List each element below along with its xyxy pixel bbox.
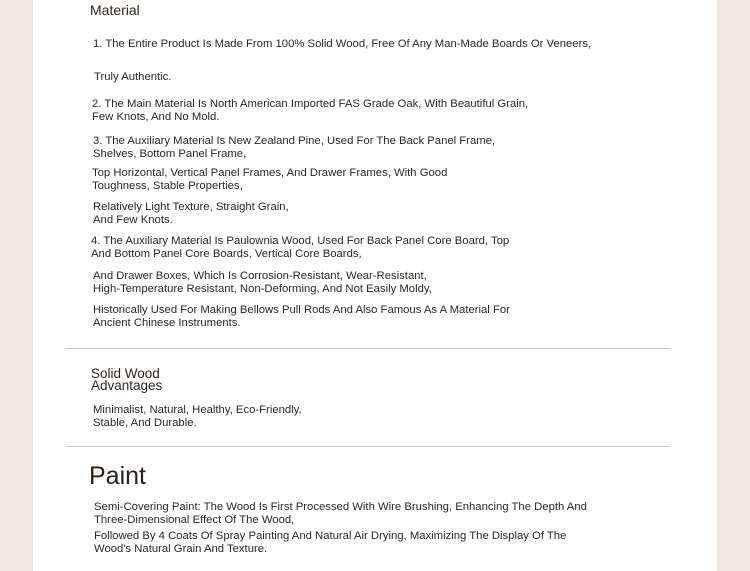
- section-divider: [66, 348, 670, 349]
- material-paragraph-1-cont: Truly Authentic.: [94, 71, 172, 83]
- material-paragraph-3-line2: Shelves, Bottom Panel Frame,: [93, 148, 247, 160]
- material-paragraph-4-line1: 4. The Auxiliary Material Is Paulownia Wood, Used For Back Panel Core Board, Top: [91, 235, 510, 247]
- solid-wood-heading-line1: Solid Wood: [91, 366, 160, 381]
- solid-wood-text-line1: Minimalist, Natural, Healthy, Eco-Friendly,: [93, 404, 302, 416]
- paint-text-line4: Wood's Natural Grain And Texture.: [94, 543, 268, 555]
- solid-wood-text-line2: Stable, And Durable.: [93, 417, 197, 429]
- paint-text-line1: Semi-Covering Paint: The Wood Is First Processed With Wire Brushing, Enhancing The Depth And: [94, 501, 587, 513]
- material-paragraph-4-line5: Historically Used For Making Bellows Pull Rods And Also Famous As A Material For: [93, 304, 510, 316]
- paint-text-line2: Three-Dimensional Effect Of The Wood,: [94, 514, 295, 526]
- content-panel: [33, 0, 717, 571]
- material-paragraph-3-line3: Top Horizontal, Vertical Panel Frames, And Drawer Frames, With Good: [92, 167, 448, 179]
- section-divider: [66, 446, 670, 447]
- material-paragraph-2-line2: Few Knots, And No Mold.: [92, 111, 220, 123]
- material-paragraph-3-line6: And Few Knots.: [93, 214, 173, 226]
- paint-heading: Paint: [89, 462, 146, 490]
- material-paragraph-3-line4: Toughness, Stable Properties,: [92, 180, 243, 192]
- material-paragraph-3-line5: Relatively Light Texture, Straight Grain,: [93, 201, 289, 213]
- solid-wood-heading-line2: Advantages: [91, 378, 163, 393]
- paint-text-line3: Followed By 4 Coats Of Spray Painting And Natural Air Drying, Maximizing The Display Of The: [94, 530, 567, 542]
- material-paragraph-1: 1. The Entire Product Is Made From 100% Solid Wood, Free Of Any Man-Made Boards Or Veneers,: [93, 38, 592, 50]
- material-paragraph-4-line4: High-Temperature Resistant, Non-Deforming, And Not Easily Moldy,: [93, 283, 432, 295]
- material-heading: Material: [90, 2, 140, 18]
- solid-wood-heading: [91, 368, 162, 392]
- material-paragraph-4-line6: Ancient Chinese Instruments.: [93, 317, 241, 329]
- material-paragraph-4-line2: And Bottom Panel Core Boards, Vertical Core Boards,: [91, 248, 362, 260]
- material-paragraph-4-line3: And Drawer Boxes, Which Is Corrosion-Resistant, Wear-Resistant,: [93, 270, 427, 282]
- material-paragraph-2-line1: 2. The Main Material Is North American Imported FAS Grade Oak, With Beautiful Grain,: [92, 98, 529, 110]
- material-paragraph-3-line1: 3. The Auxiliary Material Is New Zealand Pine, Used For The Back Panel Frame,: [93, 135, 496, 147]
